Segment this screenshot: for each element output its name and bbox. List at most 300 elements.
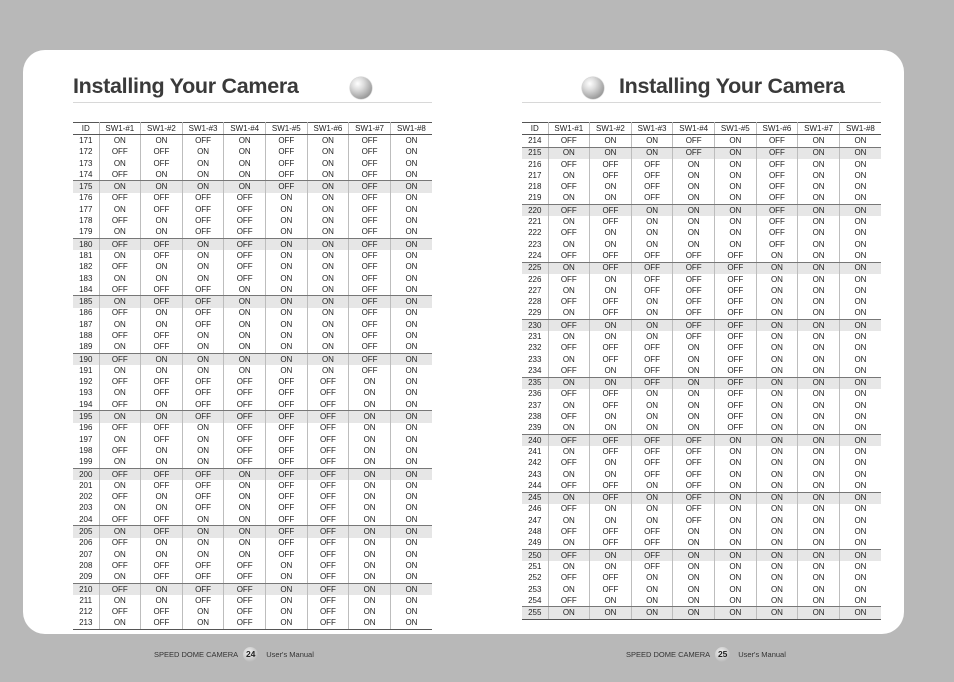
- switch-state-cell: ON: [99, 319, 141, 330]
- switch-state-cell: OFF: [266, 399, 308, 411]
- switch-state-cell: OFF: [715, 250, 757, 262]
- switch-state-cell: ON: [673, 377, 715, 389]
- switch-state-cell: OFF: [756, 216, 798, 227]
- table-row: [522, 262, 881, 274]
- switch-state-cell: OFF: [590, 205, 632, 217]
- switch-state-cell: ON: [756, 435, 798, 447]
- column-header-switch: SW1-#6: [307, 123, 349, 135]
- switch-state-cell: OFF: [182, 480, 224, 491]
- switch-state-cell: ON: [405, 319, 418, 329]
- row-id-cell: 242: [522, 458, 548, 469]
- switch-state-cell: ON: [798, 228, 840, 239]
- column-header-switch: SW1-#6: [756, 123, 798, 135]
- switch-state-cell: ON: [715, 469, 757, 480]
- switch-state-cell: OFF: [548, 135, 590, 147]
- switch-state-cell: OFF: [631, 458, 673, 469]
- row-id-cell: 244: [522, 480, 548, 492]
- column-header-switch: SW1-#2: [141, 123, 183, 135]
- switch-state-cell: ON: [224, 353, 266, 365]
- switch-state-cell: ON: [673, 239, 715, 250]
- switch-state-cell: ON: [405, 135, 418, 145]
- column-header-switch: SW1-#7: [798, 123, 840, 135]
- switch-state-cell: ON: [590, 377, 632, 389]
- switch-state-cell: OFF: [631, 435, 673, 447]
- row-id-cell: 248: [522, 526, 548, 537]
- table-row: [522, 458, 881, 469]
- switch-state-cell: ON: [715, 526, 757, 537]
- switch-state-cell: ON: [349, 399, 391, 411]
- row-id-cell: 212: [73, 606, 99, 617]
- switch-state-cell: OFF: [590, 262, 632, 274]
- switch-state-cell: ON: [349, 538, 391, 549]
- switch-state-cell: OFF: [715, 354, 757, 365]
- table-row: [522, 343, 881, 354]
- switch-state-cell: ON: [99, 273, 141, 284]
- switch-state-cell: ON: [266, 250, 308, 261]
- switch-state-cell: ON: [798, 296, 840, 307]
- switch-state-cell: ON: [631, 595, 673, 607]
- switch-state-cell: ON: [798, 239, 840, 250]
- switch-state-cell: OFF: [141, 434, 183, 445]
- switch-state-cell: ON: [854, 573, 867, 583]
- table-row: [73, 204, 432, 215]
- table-row: [73, 480, 432, 491]
- left-dip-switch-table: [73, 122, 432, 630]
- switch-state-cell: ON: [390, 238, 432, 250]
- switch-state-cell: OFF: [307, 492, 349, 503]
- table-row: [522, 170, 881, 181]
- switch-state-cell: ON: [631, 411, 673, 422]
- switch-state-cell: ON: [307, 365, 349, 376]
- switch-state-cell: ON: [631, 504, 673, 515]
- switch-state-cell: OFF: [349, 181, 391, 193]
- table-row: [522, 561, 881, 572]
- table-row: [73, 434, 432, 445]
- switch-state-cell: ON: [266, 365, 308, 376]
- switch-state-cell: OFF: [99, 399, 141, 411]
- switch-state-cell: ON: [548, 170, 590, 181]
- switch-state-cell: OFF: [266, 158, 308, 169]
- switch-state-cell: ON: [349, 606, 391, 617]
- switch-state-cell: OFF: [182, 583, 224, 595]
- switch-state-cell: ON: [224, 319, 266, 330]
- switch-state-cell: OFF: [141, 193, 183, 204]
- switch-state-cell: OFF: [631, 446, 673, 457]
- table-row: [73, 135, 432, 147]
- row-id-cell: 189: [73, 342, 99, 354]
- switch-state-cell: ON: [349, 388, 391, 399]
- table-row: [73, 193, 432, 204]
- switch-state-cell: OFF: [307, 503, 349, 514]
- switch-state-cell: OFF: [349, 273, 391, 284]
- row-id-cell: 234: [522, 365, 548, 377]
- row-id-cell: 249: [522, 538, 548, 550]
- switch-state-cell: ON: [798, 308, 840, 320]
- switch-state-cell: ON: [182, 158, 224, 169]
- switch-state-cell: OFF: [182, 204, 224, 215]
- switch-state-cell: ON: [673, 170, 715, 181]
- switch-state-cell: ON: [390, 284, 432, 296]
- switch-state-cell: OFF: [99, 423, 141, 434]
- table-row: [73, 227, 432, 239]
- switch-state-cell: ON: [798, 515, 840, 526]
- row-id-cell: 251: [522, 561, 548, 572]
- row-id-cell: 190: [73, 353, 99, 365]
- switch-state-cell: OFF: [756, 135, 798, 147]
- switch-state-cell: ON: [798, 480, 840, 492]
- switch-state-cell: OFF: [224, 411, 266, 423]
- table-row: [522, 250, 881, 262]
- switch-state-cell: ON: [390, 353, 432, 365]
- switch-state-cell: OFF: [590, 492, 632, 504]
- row-id-cell: 177: [73, 204, 99, 215]
- switch-state-cell: ON: [307, 238, 349, 250]
- switch-state-cell: ON: [798, 595, 840, 607]
- switch-state-cell: OFF: [266, 181, 308, 193]
- switch-state-cell: ON: [839, 423, 881, 435]
- switch-state-cell: ON: [266, 215, 308, 226]
- switch-state-cell: ON: [548, 377, 590, 389]
- left-title-sphere-icon: [350, 77, 372, 99]
- switch-state-cell: ON: [99, 549, 141, 560]
- switch-state-cell: ON: [839, 377, 881, 389]
- switch-state-cell: ON: [854, 584, 867, 594]
- switch-state-cell: OFF: [631, 170, 673, 181]
- switch-state-cell: ON: [590, 411, 632, 422]
- switch-state-cell: ON: [224, 342, 266, 354]
- table-row: [522, 320, 881, 332]
- switch-state-cell: ON: [715, 181, 757, 192]
- switch-state-cell: ON: [182, 250, 224, 261]
- page-number-badge: 24: [243, 647, 258, 662]
- table-row: [522, 584, 881, 595]
- switch-state-cell: ON: [854, 331, 867, 341]
- switch-state-cell: OFF: [266, 549, 308, 560]
- row-id-cell: 233: [522, 354, 548, 365]
- switch-state-cell: ON: [99, 204, 141, 215]
- page-number-badge: 25: [715, 647, 730, 662]
- row-id-cell: 240: [522, 435, 548, 447]
- switch-state-cell: OFF: [673, 285, 715, 296]
- switch-state-cell: ON: [756, 607, 798, 619]
- switch-state-cell: ON: [631, 480, 673, 492]
- switch-state-cell: OFF: [673, 308, 715, 320]
- row-id-cell: 186: [73, 308, 99, 319]
- switch-state-cell: OFF: [548, 435, 590, 447]
- switch-state-cell: OFF: [307, 560, 349, 571]
- switch-state-cell: ON: [839, 205, 881, 217]
- switch-state-cell: ON: [307, 193, 349, 204]
- switch-state-cell: ON: [182, 238, 224, 250]
- switch-state-cell: ON: [631, 331, 673, 342]
- switch-state-cell: OFF: [224, 434, 266, 445]
- table-row: [73, 262, 432, 273]
- table-row: [522, 296, 881, 307]
- switch-state-cell: OFF: [141, 147, 183, 158]
- table-row: [73, 158, 432, 169]
- switch-state-cell: OFF: [182, 560, 224, 571]
- table-row: [73, 273, 432, 284]
- column-header-switch: SW1-#4: [224, 123, 266, 135]
- switch-state-cell: ON: [307, 147, 349, 158]
- switch-state-cell: ON: [673, 607, 715, 619]
- switch-state-cell: ON: [631, 147, 673, 159]
- switch-state-cell: ON: [349, 445, 391, 456]
- switch-state-cell: OFF: [182, 215, 224, 226]
- switch-state-cell: ON: [798, 159, 840, 170]
- switch-state-cell: ON: [405, 607, 418, 617]
- switch-state-cell: ON: [182, 538, 224, 549]
- table-row: [73, 377, 432, 388]
- switch-state-cell: ON: [141, 411, 183, 423]
- switch-state-cell: ON: [390, 227, 432, 239]
- switch-state-cell: ON: [715, 504, 757, 515]
- row-id-cell: 213: [73, 618, 99, 630]
- switch-state-cell: ON: [266, 572, 308, 584]
- switch-state-cell: OFF: [266, 434, 308, 445]
- switch-state-cell: OFF: [631, 159, 673, 170]
- switch-state-cell: ON: [854, 469, 867, 479]
- switch-state-cell: OFF: [349, 296, 391, 308]
- switch-state-cell: ON: [839, 549, 881, 561]
- switch-state-cell: ON: [798, 262, 840, 274]
- switch-state-cell: ON: [224, 158, 266, 169]
- switch-state-cell: ON: [715, 239, 757, 250]
- switch-state-cell: ON: [631, 492, 673, 504]
- column-header-switch: SW1-#8: [839, 123, 881, 135]
- row-id-cell: 215: [522, 147, 548, 159]
- row-id-cell: 188: [73, 330, 99, 341]
- switch-state-cell: OFF: [590, 526, 632, 537]
- table-row: [522, 573, 881, 584]
- switch-state-cell: ON: [548, 193, 590, 205]
- switch-state-cell: OFF: [756, 170, 798, 181]
- table-row: [522, 377, 881, 389]
- switch-state-cell: OFF: [548, 365, 590, 377]
- switch-state-cell: OFF: [182, 284, 224, 296]
- switch-state-cell: OFF: [590, 308, 632, 320]
- switch-state-cell: ON: [798, 205, 840, 217]
- switch-state-cell: OFF: [182, 388, 224, 399]
- switch-state-cell: ON: [798, 526, 840, 537]
- table-row: [522, 239, 881, 250]
- row-id-cell: 195: [73, 411, 99, 423]
- switch-state-cell: OFF: [224, 445, 266, 456]
- switch-state-cell: ON: [590, 181, 632, 192]
- switch-state-cell: OFF: [548, 549, 590, 561]
- switch-state-cell: OFF: [141, 572, 183, 584]
- switch-state-cell: ON: [182, 342, 224, 354]
- switch-state-cell: ON: [839, 492, 881, 504]
- switch-state-cell: OFF: [224, 423, 266, 434]
- switch-state-cell: ON: [756, 469, 798, 480]
- switch-state-cell: ON: [141, 215, 183, 226]
- row-id-cell: 253: [522, 584, 548, 595]
- switch-state-cell: OFF: [307, 526, 349, 538]
- table-row: [522, 400, 881, 411]
- table-row: [73, 549, 432, 560]
- switch-state-cell: OFF: [182, 468, 224, 480]
- row-id-cell: 218: [522, 181, 548, 192]
- switch-state-cell: OFF: [99, 468, 141, 480]
- switch-state-cell: OFF: [141, 480, 183, 491]
- switch-state-cell: OFF: [715, 411, 757, 422]
- switch-state-cell: OFF: [182, 135, 224, 147]
- switch-state-cell: OFF: [673, 480, 715, 492]
- switch-state-cell: ON: [182, 147, 224, 158]
- switch-state-cell: OFF: [99, 193, 141, 204]
- switch-state-cell: ON: [756, 365, 798, 377]
- row-id-cell: 254: [522, 595, 548, 607]
- switch-state-cell: ON: [590, 285, 632, 296]
- switch-state-cell: OFF: [141, 377, 183, 388]
- switch-state-cell: ON: [141, 227, 183, 239]
- switch-state-cell: OFF: [99, 583, 141, 595]
- switch-state-cell: OFF: [349, 365, 391, 376]
- switch-state-cell: OFF: [590, 216, 632, 227]
- switch-state-cell: ON: [405, 250, 418, 260]
- switch-state-cell: ON: [548, 262, 590, 274]
- switch-state-cell: ON: [590, 607, 632, 619]
- column-header-id: ID: [73, 123, 99, 135]
- switch-state-cell: OFF: [673, 296, 715, 307]
- switch-state-cell: OFF: [673, 135, 715, 147]
- switch-state-cell: ON: [141, 308, 183, 319]
- footer-manual-label: User's Manual: [738, 650, 786, 659]
- switch-state-cell: OFF: [590, 435, 632, 447]
- switch-state-cell: ON: [182, 262, 224, 273]
- switch-state-cell: OFF: [266, 147, 308, 158]
- row-id-cell: 226: [522, 274, 548, 285]
- row-id-cell: 220: [522, 205, 548, 217]
- switch-state-cell: ON: [854, 159, 867, 169]
- switch-state-cell: ON: [673, 526, 715, 537]
- table-row: [522, 135, 881, 147]
- switch-state-cell: ON: [854, 170, 867, 180]
- switch-state-cell: OFF: [548, 526, 590, 537]
- switch-state-cell: ON: [548, 423, 590, 435]
- switch-state-cell: ON: [798, 193, 840, 205]
- switch-state-cell: ON: [590, 515, 632, 526]
- switch-state-cell: ON: [266, 560, 308, 571]
- row-id-cell: 236: [522, 389, 548, 400]
- switch-state-cell: OFF: [266, 480, 308, 491]
- table-row: [522, 365, 881, 377]
- switch-state-cell: ON: [349, 434, 391, 445]
- switch-state-cell: ON: [631, 423, 673, 435]
- row-id-cell: 171: [73, 135, 99, 147]
- switch-state-cell: ON: [756, 262, 798, 274]
- table-row: [522, 492, 881, 504]
- row-id-cell: 184: [73, 284, 99, 296]
- switch-state-cell: OFF: [307, 606, 349, 617]
- switch-state-cell: ON: [99, 526, 141, 538]
- switch-state-cell: ON: [224, 365, 266, 376]
- switch-state-cell: OFF: [631, 274, 673, 285]
- switch-state-cell: ON: [548, 239, 590, 250]
- switch-state-cell: ON: [590, 147, 632, 159]
- table-row: [73, 238, 432, 250]
- row-id-cell: 255: [522, 607, 548, 619]
- switch-state-cell: ON: [673, 193, 715, 205]
- switch-state-cell: ON: [798, 446, 840, 457]
- switch-state-cell: OFF: [182, 399, 224, 411]
- switch-state-cell: OFF: [715, 320, 757, 332]
- switch-state-cell: ON: [405, 158, 418, 168]
- switch-state-cell: ON: [673, 573, 715, 584]
- switch-state-cell: OFF: [141, 158, 183, 169]
- switch-state-cell: ON: [798, 423, 840, 435]
- switch-state-cell: ON: [756, 389, 798, 400]
- switch-state-cell: OFF: [307, 595, 349, 606]
- switch-state-cell: OFF: [266, 492, 308, 503]
- switch-state-cell: OFF: [266, 514, 308, 526]
- table-row: [522, 549, 881, 561]
- switch-state-cell: ON: [756, 308, 798, 320]
- switch-state-cell: ON: [266, 296, 308, 308]
- switch-state-cell: ON: [307, 204, 349, 215]
- switch-state-cell: ON: [390, 618, 432, 630]
- switch-state-cell: ON: [715, 538, 757, 550]
- switch-state-cell: ON: [266, 284, 308, 296]
- switch-state-cell: ON: [756, 561, 798, 572]
- switch-state-cell: ON: [839, 435, 881, 447]
- table-row: [73, 560, 432, 571]
- switch-state-cell: ON: [839, 250, 881, 262]
- switch-state-cell: ON: [756, 492, 798, 504]
- switch-state-cell: ON: [141, 319, 183, 330]
- switch-state-cell: OFF: [631, 181, 673, 192]
- switch-state-cell: ON: [756, 411, 798, 422]
- table-row: [522, 469, 881, 480]
- column-header-switch: SW1-#7: [349, 123, 391, 135]
- switch-state-cell: OFF: [224, 273, 266, 284]
- switch-state-cell: ON: [548, 515, 590, 526]
- table-row: [522, 411, 881, 422]
- switch-state-cell: OFF: [349, 147, 391, 158]
- switch-state-cell: ON: [405, 193, 418, 203]
- table-row: [73, 365, 432, 376]
- switch-state-cell: ON: [224, 526, 266, 538]
- switch-state-cell: ON: [715, 492, 757, 504]
- switch-state-cell: OFF: [141, 250, 183, 261]
- switch-state-cell: ON: [266, 330, 308, 341]
- switch-state-cell: ON: [798, 331, 840, 342]
- row-id-cell: 211: [73, 595, 99, 606]
- switch-state-cell: OFF: [182, 308, 224, 319]
- switch-state-cell: OFF: [631, 365, 673, 377]
- right-dip-switch-table: [522, 122, 881, 620]
- column-header-switch: SW1-#5: [715, 123, 757, 135]
- column-header-switch: SW1-#5: [266, 123, 308, 135]
- switch-state-cell: ON: [715, 561, 757, 572]
- switch-state-cell: OFF: [548, 504, 590, 515]
- switch-state-cell: OFF: [182, 411, 224, 423]
- switch-state-cell: OFF: [224, 595, 266, 606]
- row-id-cell: 199: [73, 457, 99, 469]
- switch-state-cell: OFF: [266, 457, 308, 469]
- switch-state-cell: ON: [349, 411, 391, 423]
- switch-state-cell: ON: [349, 583, 391, 595]
- row-id-cell: 216: [522, 159, 548, 170]
- switch-state-cell: ON: [756, 274, 798, 285]
- switch-state-cell: ON: [141, 399, 183, 411]
- switch-state-cell: ON: [756, 504, 798, 515]
- switch-state-cell: ON: [141, 492, 183, 503]
- switch-state-cell: OFF: [307, 618, 349, 630]
- switch-state-cell: ON: [141, 538, 183, 549]
- table-row: [522, 274, 881, 285]
